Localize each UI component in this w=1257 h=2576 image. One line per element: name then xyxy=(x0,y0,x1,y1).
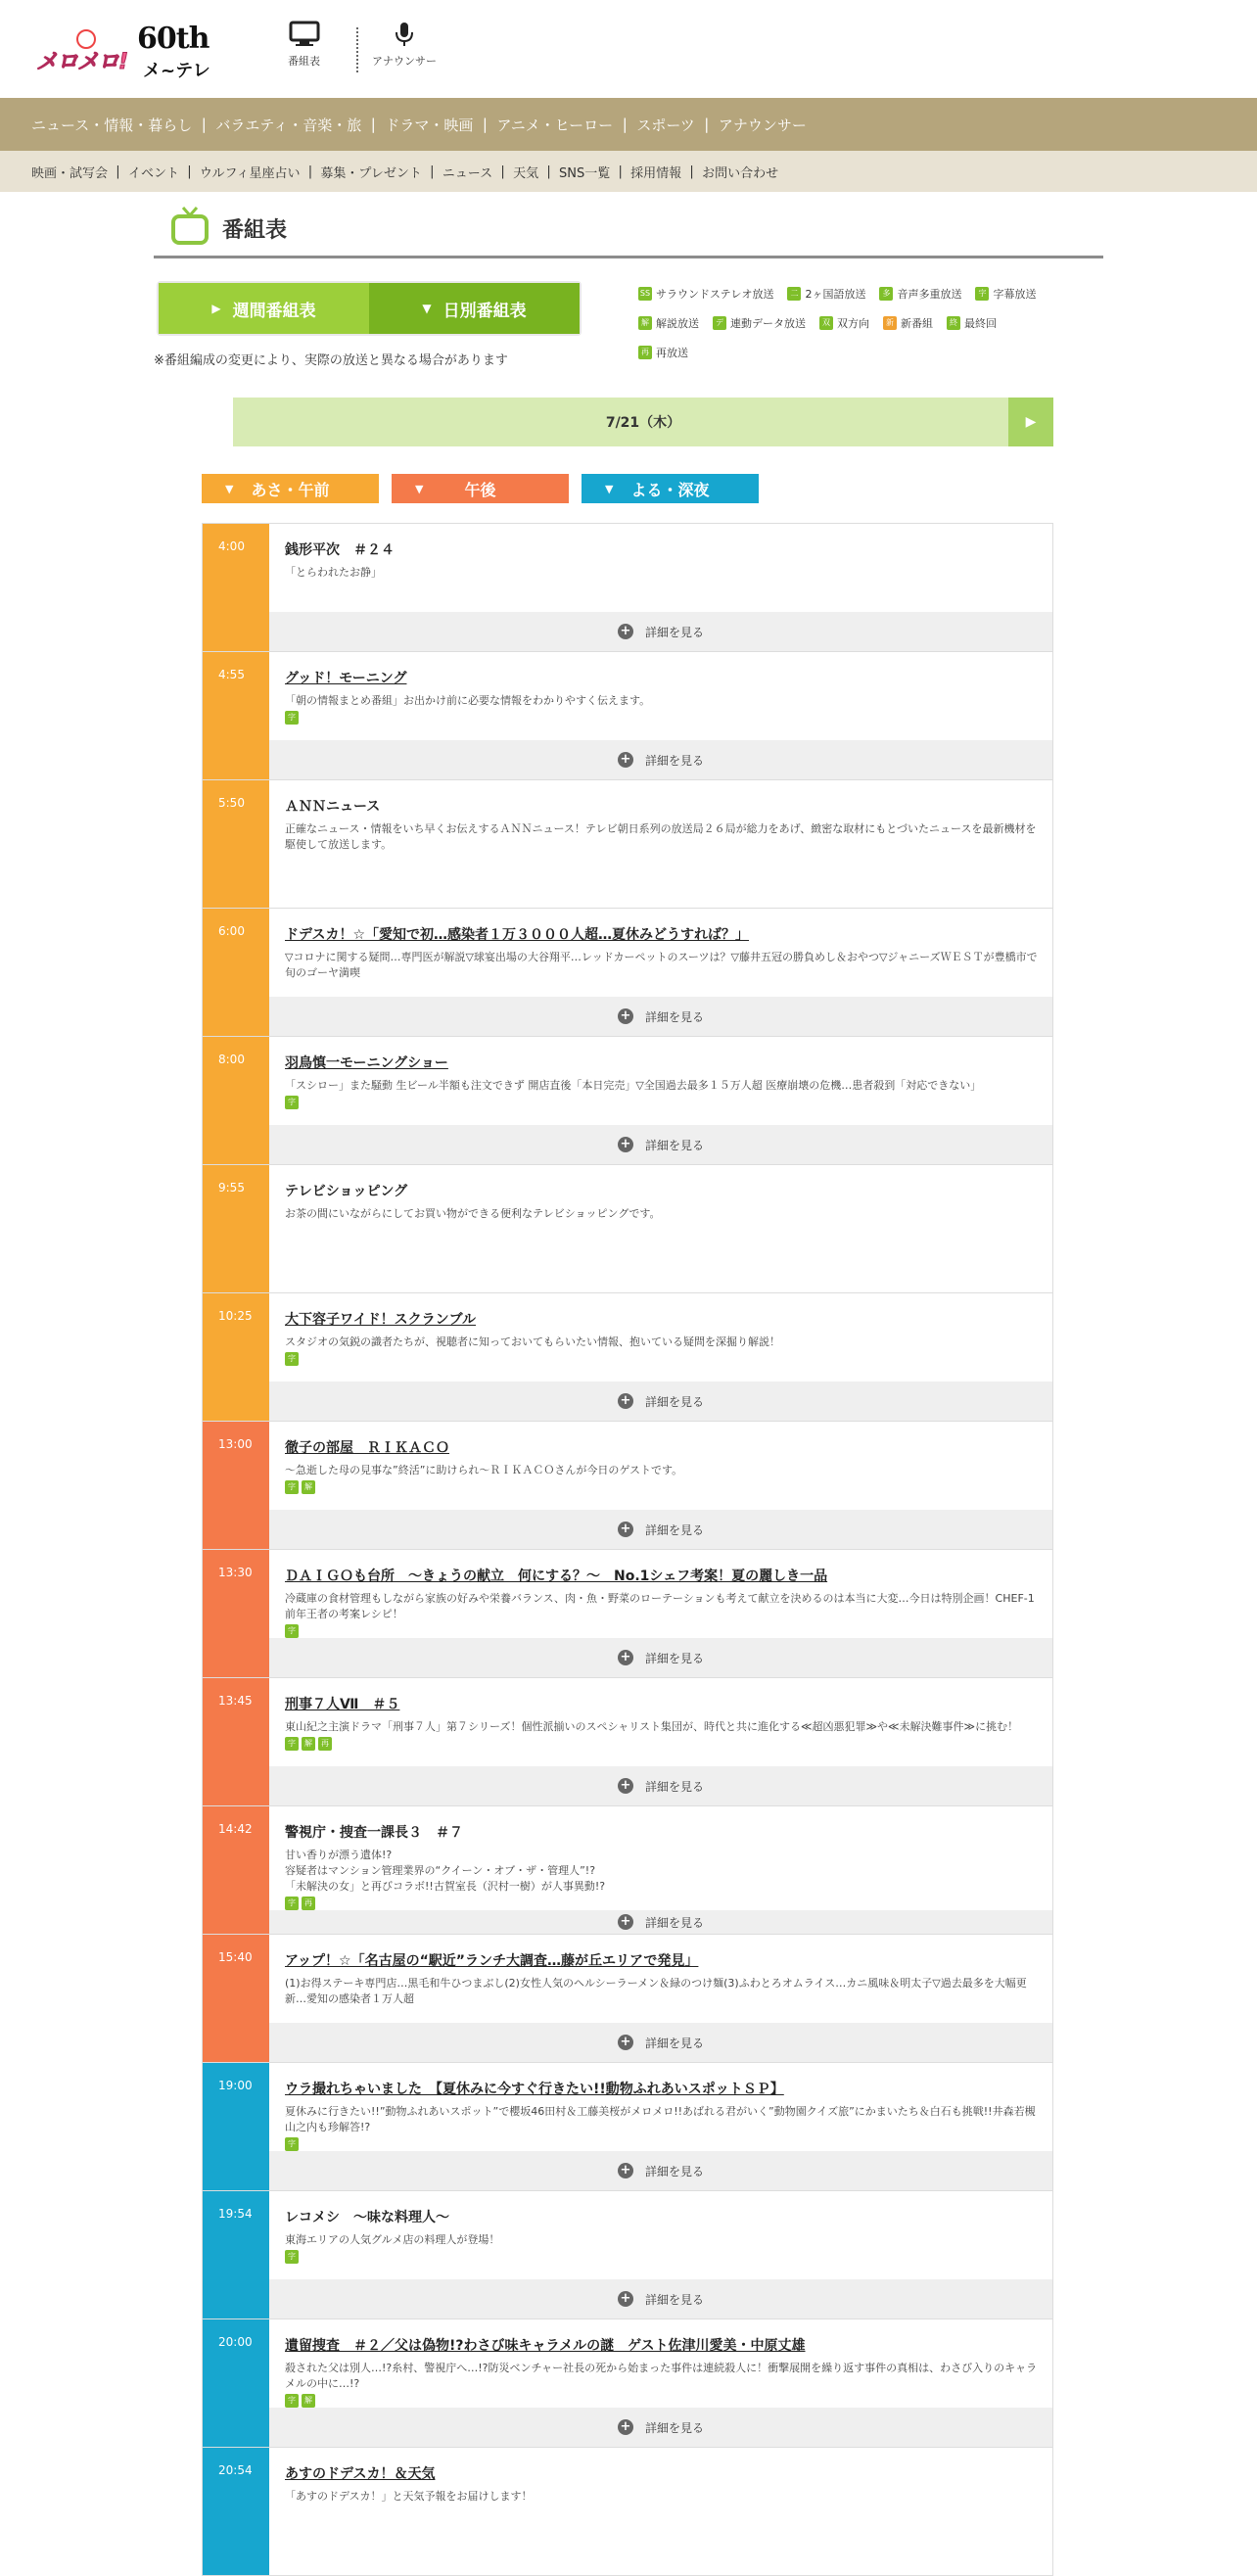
program-time: 14:42 xyxy=(203,1806,269,1934)
broadcast-mark-icon: 再 xyxy=(302,1897,315,1910)
program-info xyxy=(269,909,1052,997)
plus-circle-icon: + xyxy=(618,1914,633,1930)
program-info xyxy=(269,1678,1052,1766)
sub-nav-item[interactable]: ニュース xyxy=(442,165,493,181)
nav-separator: | xyxy=(694,116,719,133)
detail-label: 詳細を見る xyxy=(644,1915,704,1930)
monitor-icon xyxy=(290,22,319,47)
broadcast-mark-icon: 解 xyxy=(302,1480,315,1494)
sub-nav-item[interactable]: 天気 xyxy=(513,165,539,181)
sub-nav-item[interactable]: 映画・試写会 xyxy=(31,165,109,181)
tab-label: 週間番組表 xyxy=(232,301,316,321)
main-nav xyxy=(0,98,1257,151)
detail-label: 詳細を見る xyxy=(644,1009,704,1024)
nav-separator: | xyxy=(178,164,200,179)
program-title[interactable]: 徹子の部屋 ＲＩＫＡＣＯ xyxy=(285,1440,449,1456)
program-list xyxy=(202,523,1053,2576)
next-date-button[interactable] xyxy=(1008,398,1053,446)
broadcast-mark-icon: 多 xyxy=(879,287,893,301)
program-time: 4:55 xyxy=(203,652,269,779)
program-content xyxy=(269,524,1052,651)
plus-circle-icon: + xyxy=(618,624,633,639)
detail-button[interactable] xyxy=(269,2023,1052,2062)
anniversary-mark: 60th xyxy=(137,22,210,56)
header-nav-divider xyxy=(356,27,358,72)
program-description: 「とらわれたお静」 xyxy=(285,566,382,579)
legend-label: 新番組 xyxy=(901,317,933,330)
sub-nav-item[interactable]: 採用情報 xyxy=(630,165,682,181)
nav-separator: | xyxy=(300,164,321,179)
broadcast-mark-icon: 字 xyxy=(975,287,989,301)
program-time: 9:55 xyxy=(203,1165,269,1292)
detail-label: 詳細を見る xyxy=(644,1522,704,1537)
program-info xyxy=(269,1422,1052,1510)
detail-button[interactable] xyxy=(269,2151,1052,2190)
header-nav-label: アナウンサー xyxy=(372,55,437,68)
program-title[interactable]: 大下容子ワイド！スクランブル xyxy=(285,1312,477,1328)
detail-label: 詳細を見る xyxy=(644,1394,704,1409)
detail-label: 詳細を見る xyxy=(644,2420,704,2435)
program-description: 東海エリアの人気グルメ店の料理人が登場！ xyxy=(285,2233,500,2246)
tab-label: 日別番組表 xyxy=(442,301,527,321)
program-row xyxy=(202,1037,1053,1165)
time-of-day-tab[interactable] xyxy=(202,474,379,503)
program-info xyxy=(269,1550,1052,1638)
program-time: 4:00 xyxy=(203,524,269,651)
page-title-bar xyxy=(154,204,1103,258)
program-description: 正確なニュース・情報をいち早くお伝えするＡＮＮニュース！テレビ朝日系列の放送局２６局が総力をあげ、緻密な取材にもとづいたニュースを最新機材を駆使して放送します。 xyxy=(285,822,1037,851)
legend-item xyxy=(883,315,933,331)
program-title: ＡＮＮニュース xyxy=(285,799,381,815)
program-title[interactable]: あすのドデスカ！＆天気 xyxy=(285,2466,436,2482)
program-row xyxy=(202,1550,1053,1678)
tab-daily[interactable] xyxy=(369,283,580,334)
tab-weekly[interactable] xyxy=(159,283,369,334)
mascot-logo xyxy=(33,29,135,76)
program-row xyxy=(202,2319,1053,2448)
header-nav-program-guide[interactable] xyxy=(288,22,320,69)
detail-button[interactable] xyxy=(269,2408,1052,2447)
program-content xyxy=(269,2191,1052,2318)
nav-separator: | xyxy=(681,164,703,179)
broadcast-mark-icon: 字 xyxy=(285,1624,299,1638)
broadcast-mark-icon: 字 xyxy=(285,1352,299,1366)
program-description: 甘い香りが漂う遺体!? 容疑者はマンション管理業界の“クイーン・オブ・ザ・管理人”!? 「未解決の女」と再びコラボ!!古賀室長（沢村一樹）が人事異動!? xyxy=(285,1849,606,1893)
program-row xyxy=(202,1806,1053,1935)
program-badges xyxy=(285,2394,1039,2408)
mascot-text: メロメロ! xyxy=(36,50,128,74)
main-nav-item[interactable]: アナウンサー xyxy=(718,116,807,134)
program-row xyxy=(202,652,1053,780)
program-info xyxy=(269,780,1052,908)
tv-icon xyxy=(171,206,209,245)
legend-item xyxy=(638,315,699,331)
program-row xyxy=(202,1678,1053,1806)
program-time: 6:00 xyxy=(203,909,269,1036)
program-time: 13:00 xyxy=(203,1422,269,1549)
nav-separator: | xyxy=(538,164,559,179)
triangle-down-icon: ▼ xyxy=(415,482,424,495)
program-description: ▽コロナに関する疑問…専門医が解説▽球宴出場の大谷翔平…レッドカーペットのスーツは？▽藤井五冠の勝負めし＆おやつ▽ジャニーズＷＥＳＴが豊橋市で旬のゴーヤ満喫 xyxy=(285,951,1038,979)
program-info xyxy=(269,524,1052,612)
legend-label: 音声多重放送 xyxy=(897,288,962,301)
broadcast-mark-icon: 字 xyxy=(285,2394,299,2408)
legend-label: 連動データ放送 xyxy=(730,317,806,330)
broadcast-mark-icon: デ xyxy=(713,316,726,330)
program-info xyxy=(269,652,1052,740)
program-description: (1)お得ステーキ専門店…黒毛和牛ひつまぶし(2)女性人気のヘルシーラーメン＆緑のつけ麺(3)ふわとろオムライス…カニ風味＆明太子▽過去最多を大幅更新…愛知の感染者１万人超 xyxy=(285,1977,1027,2005)
broadcast-mark-icon: 再 xyxy=(638,346,652,359)
plus-circle-icon: + xyxy=(618,2163,633,2178)
header-nav-announcer[interactable] xyxy=(372,22,437,69)
sub-nav-item[interactable]: SNS一覧 xyxy=(559,165,611,181)
plus-circle-icon: + xyxy=(618,2291,633,2307)
program-content xyxy=(269,2063,1052,2190)
broadcast-mark-icon: 再 xyxy=(318,1737,332,1751)
program-description: 殺された父は別人…!?糸村、警視庁へ…!?防災ベンチャー社長の死から始まった事件は連続殺人に！衝撃展開を繰り返す事件の真相は、わさび入りのキャラメルの中に…!? xyxy=(285,2362,1038,2390)
program-description: 東山紀之主演ドラマ「刑事７人」第７シリーズ！個性派揃いのスペシャリスト集団が、時代と共に進化する≪超凶悪犯罪≫や≪未解決難事件≫に挑む！ xyxy=(285,1720,1019,1733)
detail-button[interactable] xyxy=(269,1125,1052,1164)
program-time: 19:54 xyxy=(203,2191,269,2318)
nav-separator: | xyxy=(108,164,128,179)
heart-icon xyxy=(76,29,96,49)
main-nav-item[interactable]: アニメ・ヒーロー xyxy=(496,116,614,134)
program-badges xyxy=(285,2137,1039,2151)
program-description: 冷蔵庫の食材管理もしながら家族の好みや栄養バランス、肉・魚・野菜のローテーションも考えて献立を決めるのは本当に大変…今日は特別企画！CHEF-1前年王者の考案レシピ！ xyxy=(285,1592,1035,1620)
triangle-down-icon: ▼ xyxy=(605,482,614,495)
program-info xyxy=(269,1293,1052,1382)
program-info xyxy=(269,2063,1052,2151)
detail-button[interactable] xyxy=(269,1638,1052,1677)
program-title[interactable]: ドデスカ！☆「愛知で初…感染者１万３０００人超…夏休みどうすれば？」 xyxy=(285,927,749,943)
program-time: 5:50 xyxy=(203,780,269,908)
sub-nav-item[interactable]: 募集・プレゼント xyxy=(320,165,422,181)
broadcast-mark-icon: 字 xyxy=(285,1480,299,1494)
sub-nav xyxy=(0,151,1257,192)
detail-button[interactable] xyxy=(269,1510,1052,1549)
detail-label: 詳細を見る xyxy=(644,1779,704,1794)
program-content xyxy=(269,909,1052,1036)
program-time: 19:00 xyxy=(203,2063,269,2190)
site-logo[interactable] xyxy=(33,20,219,81)
detail-label: 詳細を見る xyxy=(644,2164,704,2178)
program-row xyxy=(202,2191,1053,2319)
nav-separator: | xyxy=(361,116,386,133)
time-of-day-tab[interactable] xyxy=(582,474,759,503)
plus-circle-icon: + xyxy=(618,752,633,768)
plus-circle-icon: + xyxy=(618,1522,633,1537)
main-nav-item[interactable]: ニュース・情報・暮らし xyxy=(31,116,193,134)
program-description: スタジオの気鋭の識者たちが、視聴者に知っておいてもらいたい情報、抱いている疑問を深掘り解説！ xyxy=(285,1335,780,1348)
nav-separator: | xyxy=(192,116,216,133)
program-description: 「あすのドデスカ！」と天気予報をお届けします！ xyxy=(285,2490,533,2503)
program-row xyxy=(202,524,1053,652)
schedule-notice: ※番組編成の変更により、実際の放送と異なる場合があります xyxy=(154,353,508,368)
sub-nav-item[interactable]: お問い合わせ xyxy=(702,165,779,181)
broadcast-mark-icon: 終 xyxy=(947,316,960,330)
program-title: レコメシ ～味な料理人～ xyxy=(285,2210,449,2225)
program-title: 銭形平次 ＃２４ xyxy=(285,542,395,558)
time-of-day-label: 午後 xyxy=(464,480,496,499)
microphone-icon xyxy=(394,22,415,47)
program-row xyxy=(202,2448,1053,2576)
program-row xyxy=(202,2063,1053,2191)
broadcast-mark-icon: 字 xyxy=(285,2250,299,2264)
plus-circle-icon: + xyxy=(618,2035,633,2050)
play-icon: ▶ xyxy=(211,302,221,315)
legend-item xyxy=(787,286,865,302)
program-time: 15:40 xyxy=(203,1935,269,2062)
program-time: 8:00 xyxy=(203,1037,269,1164)
nav-separator: | xyxy=(421,164,442,179)
detail-button[interactable] xyxy=(269,997,1052,1036)
legend-item xyxy=(638,286,773,302)
program-info xyxy=(269,2319,1052,2408)
broadcast-mark-icon: 字 xyxy=(285,711,299,725)
nav-separator: | xyxy=(492,164,514,179)
legend-item xyxy=(713,315,806,331)
program-row xyxy=(202,780,1053,909)
date-bar xyxy=(233,398,1053,446)
legend-label: 字幕放送 xyxy=(993,288,1037,301)
program-content xyxy=(269,2448,1052,2575)
program-title[interactable]: グッド！モーニング xyxy=(285,671,407,686)
program-time: 13:45 xyxy=(203,1678,269,1805)
time-of-day-label: あさ・午前 xyxy=(251,480,330,499)
program-content xyxy=(269,780,1052,908)
program-time: 10:25 xyxy=(203,1293,269,1421)
program-badges xyxy=(285,2250,1039,2264)
broadcast-legend xyxy=(638,286,1069,360)
time-of-day-label: よる・深夜 xyxy=(630,480,710,499)
legend-label: サラウンドステレオ放送 xyxy=(656,288,774,301)
detail-label: 詳細を見る xyxy=(644,753,704,768)
legend-item xyxy=(879,286,961,302)
program-content xyxy=(269,1293,1052,1421)
detail-button[interactable] xyxy=(269,1766,1052,1805)
plus-circle-icon: + xyxy=(618,2419,633,2435)
broadcast-mark-icon: 解 xyxy=(302,1737,315,1751)
program-content xyxy=(269,1422,1052,1549)
legend-label: 最終回 xyxy=(964,317,997,330)
program-time: 20:00 xyxy=(203,2319,269,2447)
program-title[interactable]: 遺留捜査 ＃２／父は偽物!?わさび味キャラメルの謎 ゲスト佐津川愛美・中原丈雄 xyxy=(285,2338,806,2354)
program-description: 「スシロー」また騒動 生ビール半額も注文できず 開店直後「本日完売」▽全国過去最多１５万人超 医療崩壊の危機…患者殺到「対応できない」 xyxy=(285,1079,982,1092)
legend-item xyxy=(638,345,688,360)
triangle-down-icon: ▼ xyxy=(225,482,234,495)
detail-button[interactable] xyxy=(269,740,1052,779)
program-info xyxy=(269,1037,1052,1125)
broadcast-mark-icon: 字 xyxy=(285,1096,299,1109)
program-row xyxy=(202,1165,1053,1293)
legend-label: 再放送 xyxy=(656,347,688,359)
main-nav-item[interactable]: バラエティ・音楽・旅 xyxy=(215,116,362,134)
program-time: 13:30 xyxy=(203,1550,269,1677)
program-badges xyxy=(285,1624,1039,1638)
detail-button[interactable] xyxy=(269,1910,1052,1934)
plus-circle-icon: + xyxy=(618,1393,633,1409)
program-badges xyxy=(285,1352,1039,1366)
legend-item xyxy=(947,315,997,331)
program-description: 「朝の情報まとめ番組」お出かけ前に必要な情報をわかりやすく伝えます。 xyxy=(285,694,651,707)
site-header xyxy=(0,0,1257,98)
time-of-day-tab[interactable] xyxy=(392,474,569,503)
broadcast-mark-icon: 字 xyxy=(285,1897,299,1910)
program-time: 20:54 xyxy=(203,2448,269,2575)
program-title[interactable]: アップ！☆「名古屋の“駅近”ランチ大調査…藤が丘エリアで発見」 xyxy=(285,1953,699,1969)
detail-button[interactable] xyxy=(269,2279,1052,2318)
program-row xyxy=(202,909,1053,1037)
plus-circle-icon: + xyxy=(618,1008,633,1024)
detail-button[interactable] xyxy=(269,612,1052,651)
page-title: 番組表 xyxy=(222,218,288,243)
program-content xyxy=(269,1806,1052,1934)
broadcast-mark-icon: 解 xyxy=(638,316,652,330)
header-nav-label: 番組表 xyxy=(288,55,320,68)
plus-circle-icon: + xyxy=(618,1137,633,1152)
program-badges xyxy=(285,1096,1039,1109)
program-badges xyxy=(285,711,1039,725)
sub-nav-item[interactable]: ウルフィ星座占い xyxy=(199,165,301,181)
plus-circle-icon: + xyxy=(618,1778,633,1794)
broadcast-mark-icon: SS xyxy=(638,287,652,301)
program-content xyxy=(269,1678,1052,1805)
program-title: テレビショッピング xyxy=(285,1184,408,1199)
broadcast-mark-icon: 字 xyxy=(285,1737,299,1751)
detail-label: 詳細を見る xyxy=(644,1651,704,1665)
program-title[interactable]: 刑事７人Ⅶ ＃５ xyxy=(285,1697,400,1712)
program-content xyxy=(269,1550,1052,1677)
nav-separator: | xyxy=(610,164,631,179)
broadcast-mark-icon: 新 xyxy=(883,316,897,330)
main-nav-item[interactable]: スポーツ xyxy=(636,116,695,134)
station-name: メ~テレ xyxy=(143,61,210,81)
program-info xyxy=(269,1935,1052,2023)
program-title[interactable]: ＤＡＩＧＯも台所 ～きょうの献立 何にする？～ No.1シェフ考案！夏の麗しき一品 xyxy=(285,1569,828,1584)
legend-label: 解説放送 xyxy=(656,317,699,330)
legend-label: 双方向 xyxy=(837,317,869,330)
detail-label: 詳細を見る xyxy=(644,1138,704,1152)
triangle-down-icon: ▼ xyxy=(422,302,432,315)
program-description: お茶の間にいながらにしてお買い物ができる便利なテレビショッピングです。 xyxy=(285,1207,661,1220)
play-icon: ▶ xyxy=(1025,414,1037,430)
legend-item xyxy=(819,315,869,331)
program-row xyxy=(202,1935,1053,2063)
nav-separator: | xyxy=(613,116,637,133)
detail-label: 詳細を見る xyxy=(644,2036,704,2050)
program-info xyxy=(269,2191,1052,2279)
program-badges xyxy=(285,1897,1039,1910)
program-info xyxy=(269,1165,1052,1292)
detail-label: 詳細を見る xyxy=(644,2292,704,2307)
plus-circle-icon: + xyxy=(618,1650,633,1665)
program-row xyxy=(202,1293,1053,1422)
program-description: ～急逝した母の見事な”終活”に助けられ～ＲＩＫＡＣＯさんが今日のゲストです。 xyxy=(285,1464,683,1476)
program-badges xyxy=(285,1480,1039,1494)
program-info xyxy=(269,2448,1052,2575)
program-badges xyxy=(285,1737,1039,1751)
broadcast-mark-icon: 二 xyxy=(787,287,801,301)
program-content xyxy=(269,652,1052,779)
program-info xyxy=(269,1806,1052,1910)
detail-label: 詳細を見る xyxy=(644,625,704,639)
time-of-day-tabs xyxy=(202,474,771,503)
broadcast-mark-icon: 字 xyxy=(285,2137,299,2151)
legend-item xyxy=(975,286,1036,302)
program-row xyxy=(202,1422,1053,1550)
sub-nav-item[interactable]: イベント xyxy=(127,165,179,181)
program-content xyxy=(269,2319,1052,2447)
program-content xyxy=(269,1935,1052,2062)
program-description: 夏休みに行きたい!!”動物ふれあいスポット”で櫻坂46田村＆工藤美桜がメロメロ!!あばれる君がいく”動物園クイズ旅”にかまいたち＆白石も挑戦!!井森若槻山之内も珍解答!? xyxy=(285,2105,1036,2133)
current-date: 7/21（木） xyxy=(605,415,681,431)
nav-separator: | xyxy=(473,116,497,133)
legend-label: 2ヶ国語放送 xyxy=(805,288,866,301)
guide-tabs xyxy=(157,281,582,336)
program-title[interactable]: ウラ撮れちゃいました 【夏休みに今すぐ行きたい!!動物ふれあいスポットＳＰ】 xyxy=(285,2082,784,2097)
program-content xyxy=(269,1165,1052,1292)
detail-button[interactable] xyxy=(269,1382,1052,1421)
program-title[interactable]: 羽鳥慎一モーニングショー xyxy=(285,1055,448,1071)
main-nav-item[interactable]: ドラマ・映画 xyxy=(385,116,474,134)
broadcast-mark-icon: 解 xyxy=(302,2394,315,2408)
program-content xyxy=(269,1037,1052,1164)
program-title: 警視庁・捜査一課長３ ＃７ xyxy=(285,1825,463,1841)
broadcast-mark-icon: 双 xyxy=(819,316,833,330)
